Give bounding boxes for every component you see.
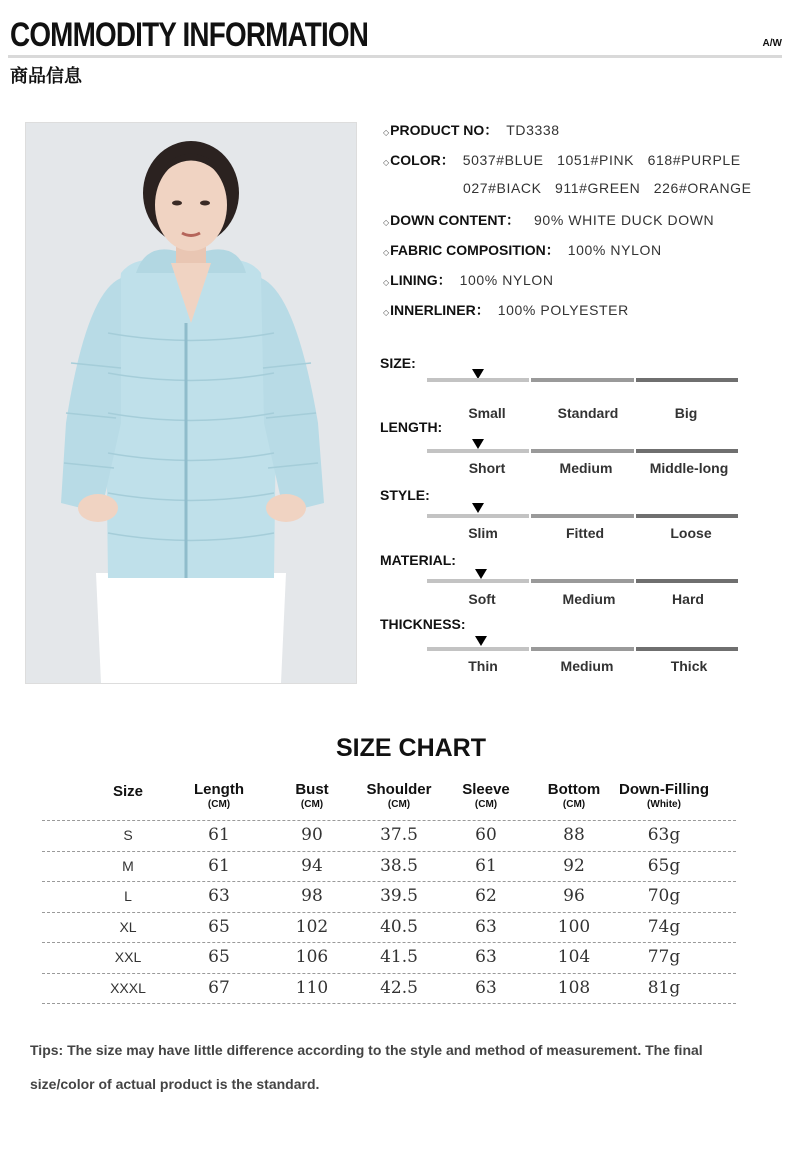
size-cell: M (122, 857, 134, 874)
table-cell: 81g (647, 977, 681, 998)
table-cell: 108 (557, 977, 591, 998)
table-row-divider (42, 881, 736, 882)
table-row-divider (42, 851, 736, 852)
fabric-value: 100% NYLON (567, 242, 662, 258)
table-row-divider (42, 912, 736, 913)
down-content-value: 90% WHITE DUCK DOWN (534, 212, 715, 228)
table-cell: 38.5 (380, 855, 418, 876)
table-cell: 61 (475, 855, 497, 876)
table-cell: 100 (557, 916, 591, 937)
table-cell: 98 (301, 886, 323, 906)
scale-marker-style-icon (472, 503, 484, 513)
scale-option: Medium (559, 460, 613, 476)
column-header-unit: (CM) (474, 799, 498, 810)
table-cell: 77g (647, 947, 681, 967)
table-cell: 63 (475, 977, 497, 998)
table-cell: 61 (208, 855, 230, 876)
fabric-row (383, 240, 662, 260)
scale-label-length: LENGTH: (380, 419, 443, 435)
scale-option: Slim (468, 525, 498, 541)
scale-label-thickness: THICKNESS: (380, 616, 466, 632)
color-values-line2: 027#BIACK 911#GREEN 226#ORANGE (463, 180, 752, 196)
table-row-divider (42, 1003, 736, 1004)
innerliner-label: INNERLINER： (390, 302, 490, 318)
table-cell: 61 (208, 825, 230, 845)
scale-bar-length (427, 449, 738, 453)
product-no-value: TD3338 (506, 122, 560, 138)
table-cell: 92 (563, 855, 585, 876)
page-subtitle: 商品信息 (10, 66, 82, 86)
scale-option: Medium (560, 658, 614, 674)
innerliner-row (383, 300, 629, 320)
table-cell: 65g (647, 855, 681, 876)
table-cell: 62 (475, 886, 497, 906)
scale-option: Loose (670, 525, 712, 541)
page-title: COMMODITY INFORMATION (10, 16, 369, 54)
size-cell: S (123, 827, 133, 843)
scale-option: Standard (557, 405, 619, 421)
lining-value: 100% NYLON (459, 272, 554, 288)
scale-option: Small (468, 405, 506, 421)
table-cell: 41.5 (380, 947, 418, 967)
scale-option: Medium (562, 591, 616, 607)
table-cell: 110 (295, 977, 329, 998)
column-header-label: Down-Filling (619, 781, 709, 798)
color-values-line1: 5037#BLUE 1051#PINK 618#PURPLE (462, 152, 741, 168)
table-cell: 39.5 (380, 886, 418, 906)
table-cell: 60 (475, 825, 497, 845)
product-no-label: PRODUCT NO： (390, 122, 499, 138)
diamond-bullet-icon: ◇ (383, 308, 390, 317)
column-header-unit: (CM) (387, 799, 411, 810)
scale-label-style: STYLE: (380, 487, 430, 503)
column-header-label: Shoulder (366, 781, 432, 798)
scale-option: Thin (468, 658, 498, 674)
column-header-unit: (CM) (562, 799, 586, 810)
season-tag: A/W (762, 38, 782, 49)
column-header-unit: (White) (647, 799, 681, 810)
scale-option: Middle-long (649, 460, 729, 476)
table-cell: 63g (647, 825, 681, 845)
fabric-label: FABRIC COMPOSITION： (390, 242, 560, 258)
diamond-bullet-icon: ◇ (383, 278, 390, 287)
color-label: COLOR： (390, 152, 455, 168)
product-no-row (383, 120, 560, 140)
lining-label: LINING： (390, 272, 452, 288)
scale-label-size: SIZE: (380, 355, 416, 371)
scale-option: Thick (670, 658, 708, 674)
table-cell: 74g (647, 916, 681, 937)
innerliner-value: 100% POLYESTER (497, 302, 629, 318)
diamond-bullet-icon: ◇ (383, 218, 390, 227)
column-header-label: Size (112, 783, 143, 800)
table-cell: 42.5 (380, 977, 418, 998)
product-photo (26, 123, 356, 683)
table-cell: 88 (563, 825, 585, 845)
table-cell: 63 (208, 886, 230, 906)
diamond-bullet-icon: ◇ (383, 128, 390, 137)
color-row-2 (455, 180, 752, 196)
column-header-label: Bottom (547, 781, 601, 798)
model-wearing-jacket-image (26, 123, 356, 683)
scale-option: Hard (672, 591, 704, 607)
size-cell: XXXL (110, 979, 146, 996)
column-header-unit: (CM) (207, 799, 231, 810)
color-row (383, 150, 741, 170)
size-cell: XXL (114, 949, 142, 965)
lining-row (383, 270, 554, 290)
scale-bar-size (427, 378, 738, 382)
header-divider (8, 55, 782, 58)
size-cell: L (124, 888, 132, 904)
down-content-label: DOWN CONTENT： (390, 212, 521, 228)
column-header-label: Bust (295, 781, 329, 798)
table-cell: 65 (208, 947, 230, 967)
tips-note: Tips: The size may have little difference according to the style and method of measurement. The final size/color of actual product is the standard. (30, 1042, 703, 1092)
diamond-bullet-icon: ◇ (383, 248, 390, 257)
scale-option: Soft (468, 591, 496, 607)
scale-marker-material-icon (475, 569, 487, 579)
table-cell: 102 (295, 916, 329, 937)
table-row-divider (42, 820, 736, 821)
scale-bar-style (427, 514, 738, 518)
scale-option: Big (674, 405, 698, 421)
scale-option: Short (468, 460, 506, 476)
scale-bar-material (427, 579, 738, 583)
table-cell: 40.5 (380, 916, 418, 937)
scale-marker-length-icon (472, 439, 484, 449)
table-cell: 63 (475, 947, 497, 967)
size-cell: XL (119, 918, 137, 935)
column-header-label: Length (194, 781, 244, 798)
scale-bar-thickness (427, 647, 738, 651)
table-cell: 63 (475, 916, 497, 937)
scale-label-material: MATERIAL: (380, 552, 456, 568)
table-cell: 94 (301, 855, 323, 876)
scale-marker-thickness-icon (475, 636, 487, 646)
table-cell: 70g (647, 886, 681, 906)
table-cell: 104 (557, 947, 591, 967)
table-cell: 65 (208, 916, 230, 937)
column-header-unit: (CM) (300, 799, 324, 810)
column-header (609, 781, 719, 810)
column-header-label: Sleeve (462, 781, 510, 798)
down-content-row (383, 210, 714, 230)
scale-option: Fitted (565, 525, 605, 541)
table-cell: 90 (301, 825, 323, 845)
table-cell: 96 (563, 886, 585, 906)
table-cell: 37.5 (380, 825, 418, 845)
size-chart-title: SIZE CHART (336, 734, 486, 762)
diamond-bullet-icon: ◇ (383, 158, 390, 167)
table-row-divider (42, 973, 736, 974)
table-row-divider (42, 942, 736, 943)
table-cell: 67 (208, 977, 230, 998)
table-cell: 106 (295, 947, 329, 967)
